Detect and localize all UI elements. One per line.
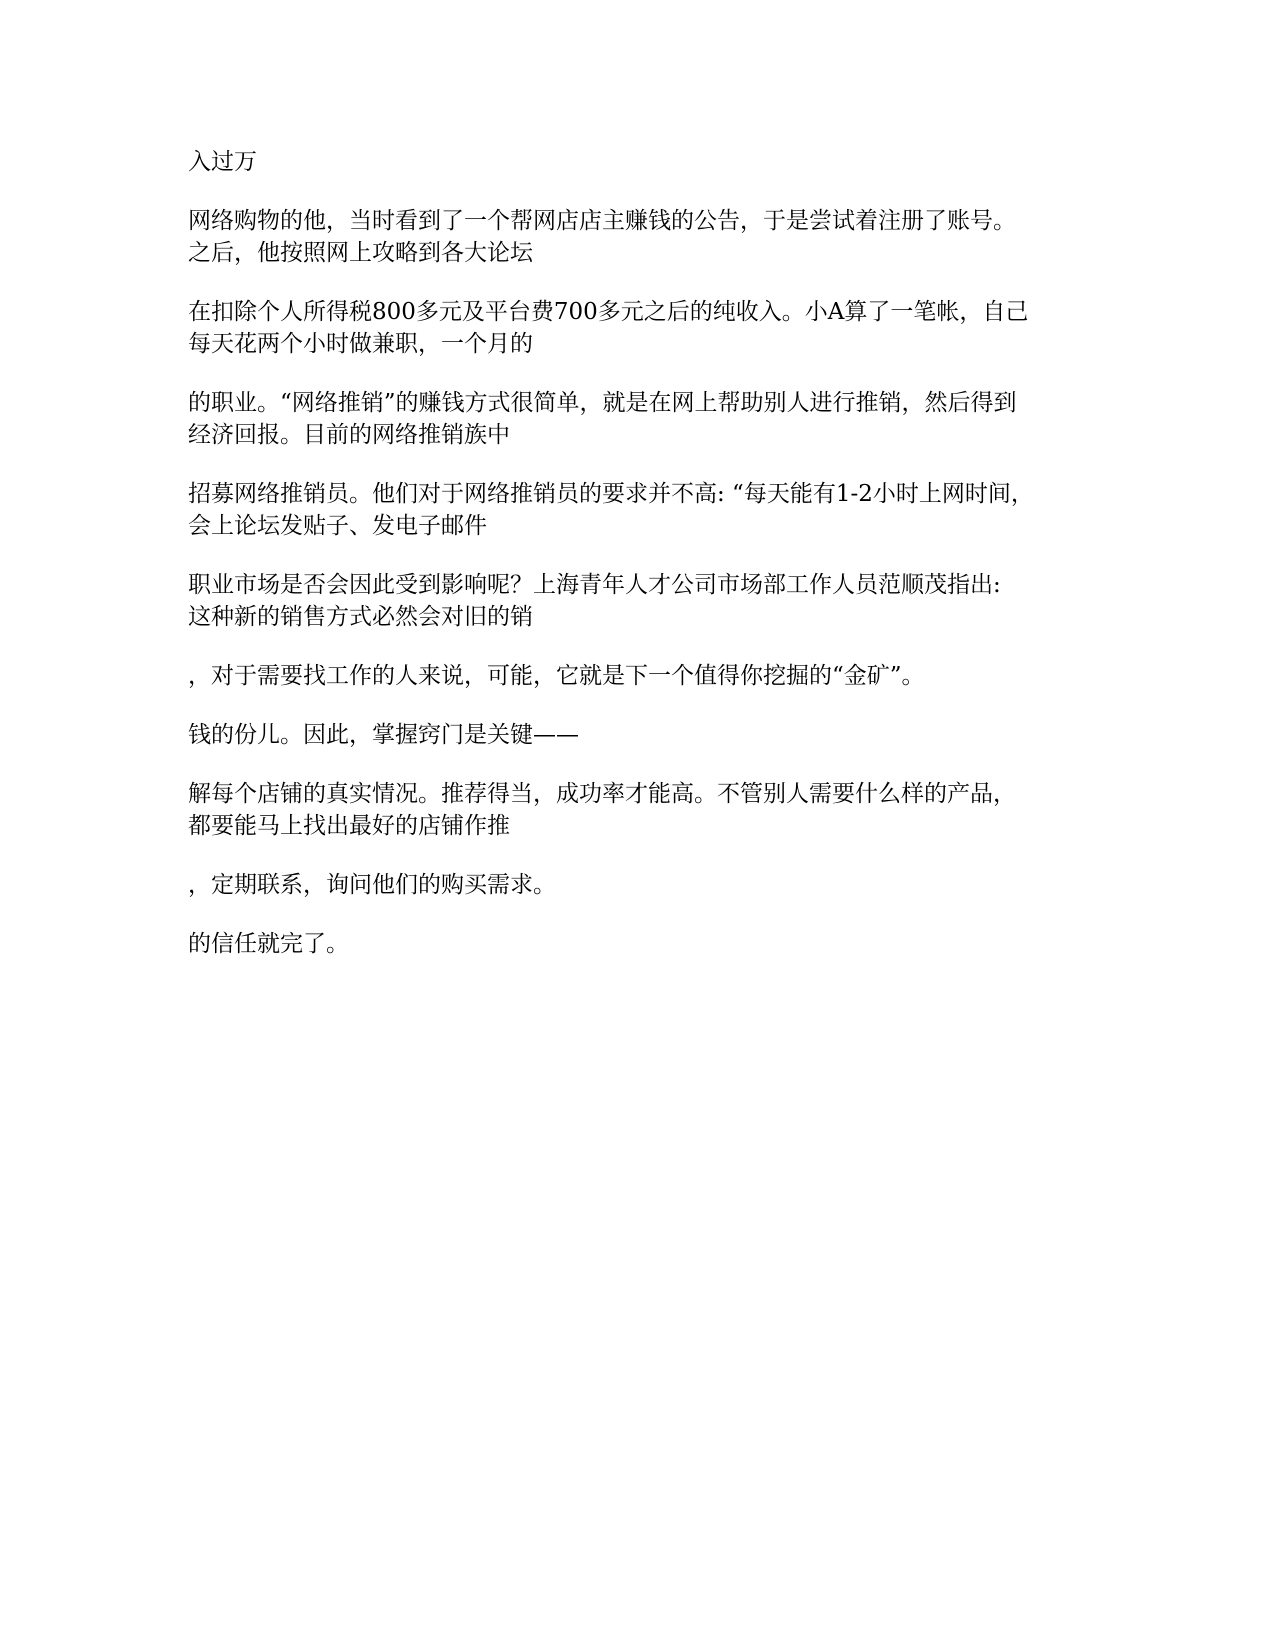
paragraph — [188, 478, 1088, 542]
paragraph — [188, 869, 1088, 901]
paragraph — [188, 205, 1088, 269]
text-line: 在扣除个人所得税800多元及平台费700多元之后的纯收入。小A算了一笔帐，自己 — [188, 299, 1029, 325]
paragraph — [188, 296, 1088, 360]
text-line: 的职业。“网络推销”的赚钱方式很简单，就是在网上帮助别人进行推销，然后得到 — [188, 390, 1017, 416]
document-body — [188, 146, 1088, 987]
text-line: 招募网络推销员。他们对于网络推销员的要求并不高: “每天能有1-2小时上网时间， — [188, 481, 1034, 507]
text-line: ，定期联系，询问他们的购买需求。 — [188, 872, 556, 898]
text-line: ，对于需要找工作的人来说，可能，它就是下一个值得你挖掘的“金矿”。 — [188, 663, 925, 689]
text-line: 的信任就完了。 — [188, 931, 349, 957]
text-line: 都要能马上找出最好的店铺作推 — [188, 813, 510, 839]
text-line: 解每个店铺的真实情况。推荐得当，成功率才能高。不管别人需要什么样的产品， — [188, 781, 1016, 807]
paragraph — [188, 569, 1088, 633]
paragraph — [188, 146, 1088, 178]
paragraph — [188, 387, 1088, 451]
paragraph — [188, 660, 1088, 692]
text-line: 入过万 — [188, 149, 257, 175]
text-line: 之后，他按照网上攻略到各大论坛 — [188, 240, 533, 266]
text-line: 钱的份儿。因此，掌握窍门是关键—— — [188, 722, 579, 748]
paragraph — [188, 928, 1088, 960]
text-line: 每天花两个小时做兼职，一个月的 — [188, 331, 533, 357]
text-line: 经济回报。目前的网络推销族中 — [188, 422, 510, 448]
paragraph — [188, 778, 1088, 842]
text-line: 这种新的销售方式必然会对旧的销 — [188, 604, 533, 630]
text-line: 职业市场是否会因此受到影响呢？上海青年人才公司市场部工作人员范顺茂指出: — [188, 572, 1001, 598]
paragraph — [188, 719, 1088, 751]
text-line: 网络购物的他，当时看到了一个帮网店店主赚钱的公告，于是尝试着注册了账号。 — [188, 208, 1016, 234]
text-line: 会上论坛发贴子、发电子邮件 — [188, 513, 487, 539]
